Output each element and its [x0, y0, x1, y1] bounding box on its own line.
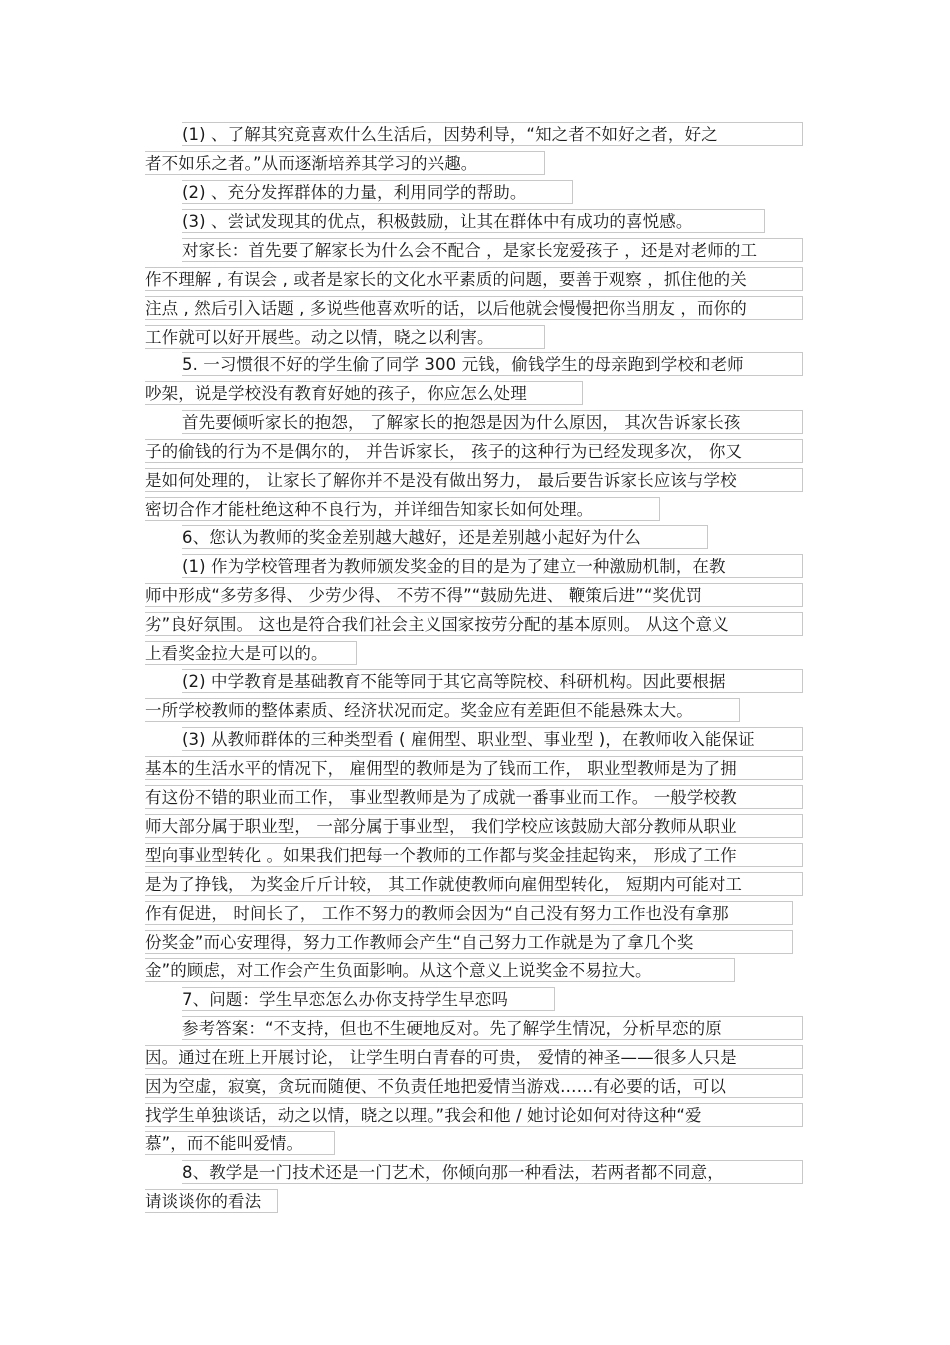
text-line: (3) 、尝试发现其的优点，积极鼓励，让其在群体中有成功的喜悦感。 [182, 209, 765, 233]
text-line: (2) 、充分发挥群体的力量，利用同学的帮助。 [182, 180, 573, 204]
text-line: 上看奖金拉大是可以的。 [145, 641, 357, 665]
text-line: 子的偷钱的行为不是偶尔的， 并告诉家长， 孩子的这种行为已经发现多次， 你又 [145, 439, 803, 463]
text-line: 型向事业型转化 。如果我们把每一个教师的工作都与奖金挂起钩来， 形成了工作 [145, 843, 803, 867]
text-line: 有这份不错的职业而工作， 事业型教师是为了成就一番事业而工作。 一般学校教 [145, 785, 803, 809]
text-line: (1) 作为学校管理者为教师颁发奖金的目的是为了建立一种激励机制，在教 [182, 554, 803, 578]
text-line: 师中形成“多劳多得、 少劳少得、 不劳不得”“鼓励先进、 鞭策后进”“奖优罚 [145, 583, 803, 607]
text-line: 者不如乐之者。”从而逐渐培养其学习的兴趣。 [145, 151, 545, 175]
text-line: 对家长：首先要了解家长为什么会不配合 ，是家长宠爱孩子 ，还是对老师的工 [182, 238, 803, 262]
text-line: 参考答案：“不支持，但也不生硬地反对。先了解学生情况，分析早恋的原 [182, 1016, 803, 1040]
text-line: 找学生单独谈话，动之以情，晓之以理。”我会和他 / 她讨论如何对待这种“爱 [145, 1103, 803, 1127]
text-line: (3) 从教师群体的三种类型看 ( 雇佣型、职业型、事业型 )，在教师收入能保证 [182, 727, 803, 751]
text-line: 注点 , 然后引入话题 , 多说些他喜欢听的话，以后他就会慢慢把你当朋友 ，而你的 [145, 296, 803, 320]
text-line: 吵架，说是学校没有教育好她的孩子，你应怎么处理 [145, 381, 583, 405]
text-line: 金”的顾虑，对工作会产生负面影响。从这个意义上说奖金不易拉大。 [145, 958, 735, 982]
text-line: 5. 一习惯很不好的学生偷了同学 300 元钱，偷钱学生的母亲跑到学校和老师 [182, 352, 803, 376]
text-line: 7、问题：学生早恋怎么办你支持学生早恋吗 [182, 987, 555, 1011]
text-line: 因为空虚，寂寞，贪玩而随便、不负责任地把爱情当游戏……有必要的话，可以 [145, 1074, 803, 1098]
text-line: 份奖金”而心安理得，努力工作教师会产生“自己努力工作就是为了拿几个奖 [145, 930, 793, 954]
text-line: 是为了挣钱， 为奖金斤斤计较， 其工作就使教师向雇佣型转化， 短期内可能对工 [145, 872, 803, 896]
text-line: 因。通过在班上开展讨论， 让学生明白青春的可贵， 爱情的神圣——很多人只是 [145, 1045, 803, 1069]
text-line: 作不理解 , 有误会 , 或者是家长的文化水平素质的问题，要善于观察 ，抓住他的关 [145, 267, 803, 291]
text-line: (1) 、了解其究竟喜欢什么生活后，因势利导，“知之者不如好之者，好之 [182, 122, 803, 146]
text-line: 基本的生活水平的情况下， 雇佣型的教师是为了钱而工作， 职业型教师是为了拥 [145, 756, 803, 780]
text-line: 6、您认为教师的奖金差别越大越好，还是差别越小起好为什么 [182, 525, 708, 549]
text-line: 慕”，而不能叫爱情。 [145, 1131, 335, 1155]
text-line: 劣”良好氛围。 这也是符合我们社会主义国家按劳分配的基本原则。 从这个意义 [145, 612, 803, 636]
text-line: 8、教学是一门技术还是一门艺术，你倾向那一种看法，若两者都不同意， [182, 1160, 803, 1184]
text-line: 是如何处理的， 让家长了解你并不是没有做出努力， 最后要告诉家长应该与学校 [145, 468, 803, 492]
text-line: (2) 中学教育是基础教育不能等同于其它高等院校、科研机构。因此要根据 [182, 669, 803, 693]
text-line: 一所学校教师的整体素质、经济状况而定。奖金应有差距但不能悬殊太大。 [145, 698, 740, 722]
text-line: 密切合作才能杜绝这种不良行为，并详细告知家长如何处理。 [145, 497, 660, 521]
text-line: 作有促进， 时间长了， 工作不努力的教师会因为“自己没有努力工作也没有拿那 [145, 901, 793, 925]
text-line: 请谈谈你的看法 [145, 1189, 278, 1213]
text-line: 师大部分属于职业型， 一部分属于事业型， 我们学校应该鼓励大部分教师从职业 [145, 814, 803, 838]
text-line: 首先要倾听家长的抱怨， 了解家长的抱怨是因为什么原因， 其次告诉家长孩 [182, 410, 803, 434]
text-line: 工作就可以好开展些。动之以情，晓之以利害。 [145, 325, 545, 349]
